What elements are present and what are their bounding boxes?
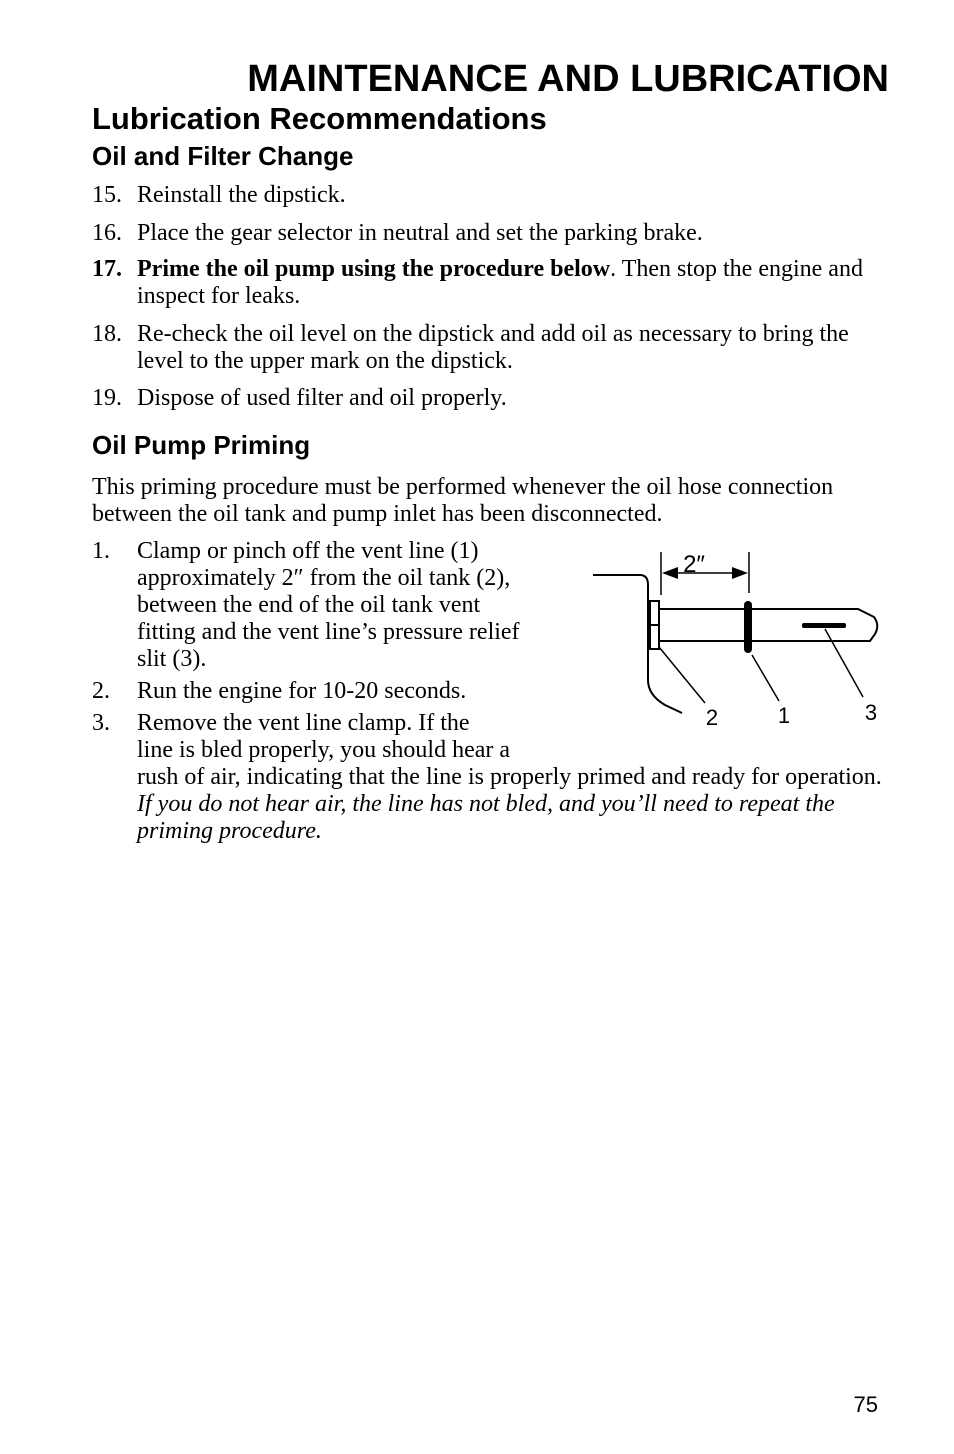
list-item: 3. Remove the vent line clamp. If the line is bled properly, you should hear a rush of air, indicating that the line is properly primed and ready for operation. If you do not hear air, the line has not bled, and you’ll need to repeat the priming procedure. [92,710,882,844]
dimension-label: 2″ [683,551,705,578]
italic-note: If you do not hear air, the line has not bled, and you’ll need to repeat the priming procedure. [137,791,835,844]
relief-slit [802,623,846,628]
list-item: 2. Run the engine for 10-20 seconds. [92,678,467,704]
priming-intro: This priming procedure must be performed whenever the oil hose connection between the oil tank and pump inlet has been disconnected. [92,474,834,527]
priming-heading: Oil Pump Priming [92,430,311,460]
oil-tank-wall [593,575,682,713]
list-item: 18. Re-check the oil level on the dipstick and add oil as necessary to bring the level to the upper mark on the dipstick. [92,321,849,374]
subsection-heading: Oil and Filter Change [92,141,354,171]
list-item: 19. Dispose of used filter and oil properly. [92,385,507,411]
list-item: 15. Reinstall the dipstick. [92,182,346,208]
callout-1: 1 [777,703,791,728]
callout-2: 2 [705,705,719,730]
emphasis-text: Prime the oil pump using the procedure below [137,256,611,282]
list-item: 17. Prime the oil pump using the procedure below. Then stop the engine and inspect for leaks. [92,256,863,309]
list-item: 1. Clamp or pinch off the vent line (1) approximately 2″ from the oil tank (2), between the end of the oil tank vent fitting and the vent line’s pressure relief slit (3). [92,538,520,672]
section-heading: Lubrication Recommendations [92,101,547,136]
list-item: 16. Place the gear selector in neutral and set the parking brake. [92,220,703,246]
page-title: MAINTENANCE AND LUBRICATION [247,58,889,100]
vent-line-diagram [590,545,890,730]
callout-3: 3 [864,700,878,725]
page-number: 75 [853,1392,878,1417]
clamp [744,601,752,653]
